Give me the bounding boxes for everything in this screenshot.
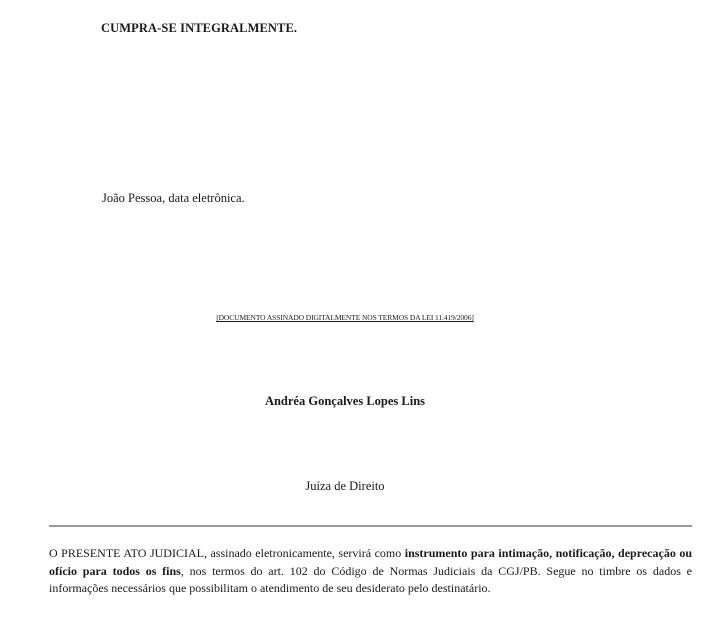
judge-name: Andréa Gonçalves Lopes Lins <box>264 394 426 408</box>
place-date: João Pessoa, data eletrônica. <box>102 191 245 205</box>
notice-text-start: O PRESENTE ATO JUDICIAL, assinado eletronicamente, servirá como <box>49 546 405 560</box>
judicial-notice <box>49 545 692 598</box>
judge-title: Juíza de Direito <box>305 479 385 493</box>
notice-text-end: , nos termos do art. 102 do Código de Normas Judiciais da CGJ/PB. Segue no timbre os dados e informações necessários que possibilitam o atendimento de seu desiderato pelo destinatário. <box>49 563 692 595</box>
digital-signature-note: [DOCUMENTO ASSINADO DIGITALMENTE NOS TERMOS DA LEI 11.419/2006] <box>216 313 474 322</box>
divider <box>49 525 692 527</box>
document-heading: CUMPRA-SE INTEGRALMENTE. <box>101 21 298 35</box>
notice-text-bold: instrumento para intimação, notificação, deprecação ou ofício para todos os fins <box>49 546 692 578</box>
